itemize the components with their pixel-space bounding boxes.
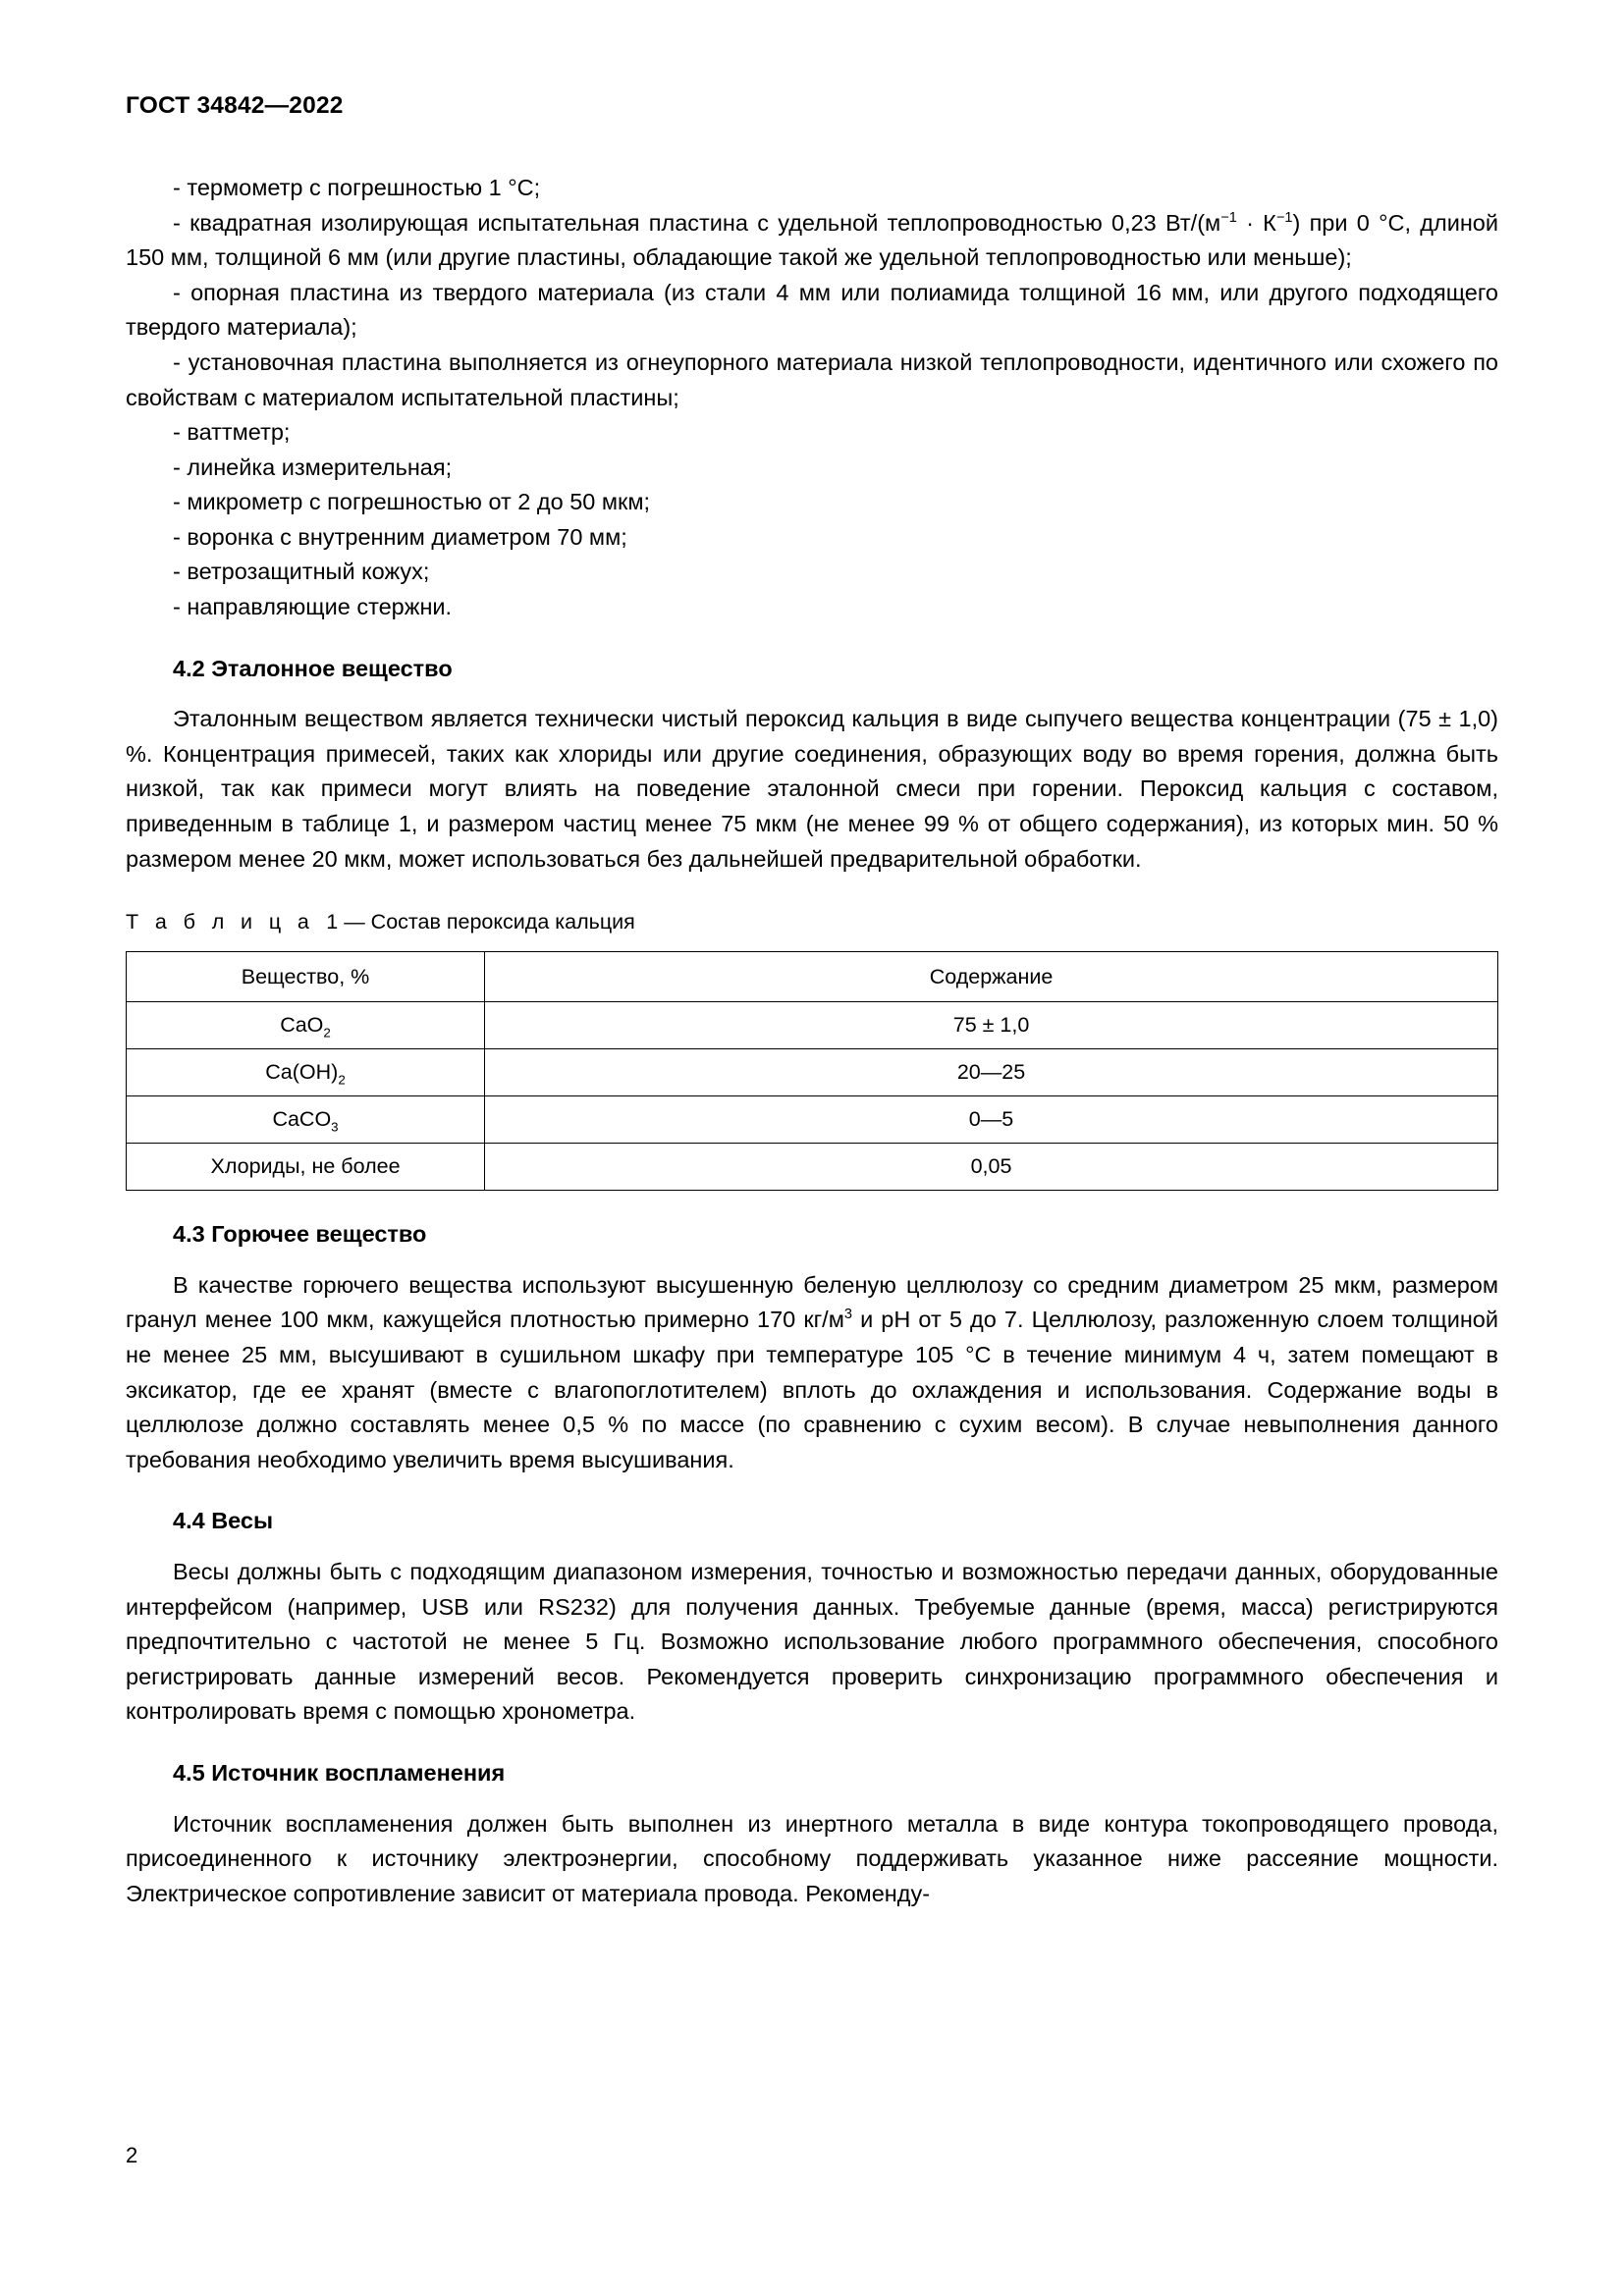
list-item: - термометр с погрешностью 1 °C; (173, 174, 541, 200)
table-cell-substance: $Ca(OH)_2$ (127, 1049, 485, 1096)
list-item-support-plate: - опорная пластина из твердого материала (из стали 4 мм или полиамида толщиной 16 мм, или другого подходящего твердого материала); (126, 279, 1498, 341)
subscript: 2 (323, 1025, 331, 1041)
table-cell-substance: Хлориды, не более (127, 1144, 485, 1191)
list-item: - воронка с внутренним диаметром 70 мм; (173, 523, 627, 550)
table-calcium-peroxide-composition (126, 951, 1498, 1191)
table-row (127, 1049, 1498, 1096)
list-item: - направляющие стержни. (173, 594, 453, 620)
table-column-header-content: Содержание (485, 952, 1498, 1002)
section-paragraph-4-5: Источник воспламенения должен быть выполнен из инертного металла в виде контура токопроводящего провода, присоединенного к источнику электроэнергии, способному поддерживать указанное ниже рассеяние мощности. Электрическое сопротивление зависит от материала провода. Рекоменду- (126, 1810, 1498, 1906)
table-caption (126, 906, 1498, 937)
table-body (127, 952, 1498, 1191)
table-cell-value: 0—5 (485, 1096, 1498, 1144)
list-item-test-plate: - квадратная изолирующая испытательная пластина с удельной теплопроводностью 0,23 $Вт/(м^{-1} \cdot К^{-1})$ при 0 °C, длиной 150 мм, толщиной 6 мм (или другие пластины, обладающие такой же удельной теплопроводностью или меньше); (126, 209, 1498, 271)
section-paragraph-4-3: В качестве горючего вещества используют высушенную беленую целлюлозу со средним диаметром 25 мкм, размером гранул менее 100 мкм, кажущейся плотностью примерно 170 $кг/м^3$ и pH от 5 до 7. Целлюлозу, разложенную слоем толщиной не менее 25 мм, высушивают в сушильном шкафу при температуре 105 °C в течение минимум 4 ч, затем помещают в эксикатор, где ее хранят (вместе с влагопоглотителем) вплоть до охлаждения и использования. Содержание воды в целлюлозе должно составлять менее 0,5 % по массе (по сравнению с сухим весом). В случае невыполнения данного требования необходимо увеличить время высушивания. (126, 1271, 1498, 1472)
page-number: 2 (126, 2143, 138, 2167)
superscript-exponent: −1 (1220, 209, 1237, 226)
table-row (127, 1144, 1498, 1191)
list-item: - микрометр с погрешностью от 2 до 50 мкм; (173, 489, 651, 515)
list-item: - ветрозащитный кожух; (173, 559, 430, 585)
table-cell-value: 0,05 (485, 1144, 1498, 1191)
section-heading-4-5: 4.5 Источник воспламенения (173, 1759, 506, 1786)
table-cell-substance: CaO$_2$ (127, 1002, 485, 1049)
table-column-header-substance: Вещество, % (127, 952, 485, 1002)
table-cell-value: 75 ± 1,0 (485, 1002, 1498, 1049)
table-caption-number: 1 (326, 910, 339, 934)
section-heading-4-3: 4.3 Горючее вещество (173, 1221, 427, 1248)
table-caption-label: Т а б л и ц а (126, 910, 315, 934)
page-content (126, 93, 1498, 1911)
section-heading-4-4: 4.4 Весы (173, 1508, 274, 1534)
table-row (127, 1002, 1498, 1049)
list-item-text: - квадратная изолирующая испытательная пластина с удельной теплопроводностью 0,23 Вт/(м (173, 209, 1221, 236)
list-item: - ваттметр; (173, 419, 291, 446)
table-row (127, 1096, 1498, 1144)
subscript: 2 (338, 1072, 346, 1088)
list-item: - линейка измерительная; (173, 454, 453, 480)
section-heading-4-2: 4.2 Эталонное вещество (173, 655, 453, 681)
subscript: 3 (331, 1119, 339, 1135)
section-paragraph-4-4: Весы должны быть с подходящим диапазоном измерения, точностью и возможностью передачи данных, оборудованные интерфейсом (например, USB или RS232) для получения данных. Требуемые данные (время, масса) регистрируются предпочтительно с частотой не менее 5 Гц. Возможно использование любого программного обеспечения, способного регистрировать данные измерений весов. Рекомендуется проверить синхронизацию программного обеспечения и контролировать время с помощью хронометра. (126, 1558, 1498, 1725)
table-cell-value: 20—25 (485, 1049, 1498, 1096)
table-header-row (127, 952, 1498, 1002)
list-item-mounting-plate: - установочная пластина выполняется из огнеупорного материала низкой теплопроводности, идентичного или схожего по свойствам с материалом испытательной пластины; (126, 348, 1498, 410)
table-caption-title: — Состав пероксида кальция (344, 910, 635, 934)
superscript-exponent: 3 (843, 1307, 852, 1323)
section-paragraph-4-2: Эталонным веществом является технически чистый пероксид кальция в виде сыпучего вещества концентрации (75 ± 1,0) %. Концентрация примесей, таких как хлориды или другие соединения, образующих воду во время горения, должна быть низкой, так как примеси могут влиять на поведение эталонной смеси при горении. Пероксид кальция с составом, приведенным в таблице 1, и размером частиц менее 75 мкм (не менее 99 % от общего содержания), из которых мин. 50 % размером менее 20 мкм, может использоваться без дальнейшей предварительной обработки. (126, 706, 1498, 872)
superscript-exponent: −1 (1275, 209, 1293, 226)
table-cell-substance: CaCO$_3$ (127, 1096, 485, 1144)
document-header: ГОСТ 34842—2022 (126, 92, 344, 119)
